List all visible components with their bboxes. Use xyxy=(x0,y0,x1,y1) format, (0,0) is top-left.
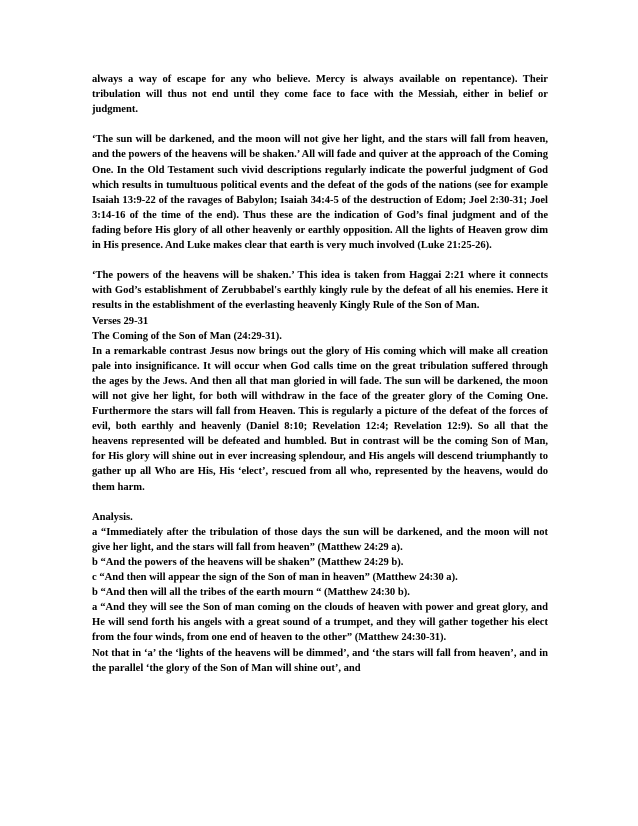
analysis-item-b2: b “And then will all the tribes of the earth mourn “ (Matthew 24:30 b). xyxy=(92,587,410,599)
closing-paragraph: Not that in ‘a’ the ‘lights of the heavens will be dimmed’, and ‘the stars will fall from heaven’, and in the parallel ‘the glory of the Son of Man will shine out’, and xyxy=(92,647,548,674)
analysis-heading: Analysis. xyxy=(92,511,133,523)
analysis-item-c: c “And then will appear the sign of the Son of man in heaven” (Matthew 24:30 a). xyxy=(92,572,458,584)
analysis-item-b1: b “And the powers of the heavens will be shaken” (Matthew 24:29 b). xyxy=(92,557,404,568)
section-heading: The Coming of the Son of Man (24:29-31). xyxy=(92,330,282,342)
paragraph-remarkable-contrast: In a remarkable contrast Jesus now brings out the glory of His coming which will make all creation pale into insignificance. It will occur when God calls time on the great tribulation suffered through the ages by the Jews. And then all that man gloried in will fade. The sun will be darkened, the moon will not give her light, for both will withdraw in the face of the greater glory of the Coming One. Furthermore the stars will fall from Heaven. This is regularly a picture of the defeat of the forces of evil, both earthly and heavenly (Daniel 8:10; Revelation 12:4; Revelation 12:9). So all that the heavens represented will be defeated and humbled. But in contrast will be the coming Son of Man, for His glory will shine out in ever increasing splendour, and His angels will descend triumphantly to gather up all Who are His, His ‘elect’, rescued from all who, represented by the heavens, would do them harm. xyxy=(92,345,548,493)
analysis-item-a2: a “And they will see the Son of man coming on the clouds of heaven with power and great glory, and He will send forth his angels with a great sound of a trumpet, and they will gather together his elect from the four winds, from one end of heaven to the other” (Matthew 24:30-31). xyxy=(92,602,548,644)
paragraph-powers-shaken: ‘The powers of the heavens will be shaken.’ This idea is taken from Haggai 2:21 where it connects with God’s establishment of Zerubbabel's earthly kingly rule by the defeat of all his enemies. Here it results in the establishment of the everlasting heavenly Kingly Rule of the Son of Man. xyxy=(92,270,548,312)
verses-heading: Verses 29-31 xyxy=(92,315,149,327)
document-page xyxy=(92,72,548,676)
analysis-list xyxy=(92,525,548,646)
paragraph-sun-darkened: ‘The sun will be darkened, and the moon will not give her light, and the stars will fall from heaven, and the powers of the heavens will be shaken.’ All will fade and quiver at the approach of the Coming One. In the Old Testament such vivid descriptions regularly indicate the powerful judgment of God which results in tumultuous political events and the defeat of the gods of the nations (see for example Isaiah 13:9-22 of the ravages of Babylon; Isaiah 34:4-5 of the destruction of Edom; Joel 2:30-31; Joel 3:14-16 of the time of the end). Thus these are the indication of God’s final judgment and of the fading before His glory of all other heavenly or earthly opposition. All the lights of Heaven grow dim in His presence. And Luke makes clear that earth is very much involved (Luke 21:25-26). xyxy=(92,134,548,252)
paragraph-escape: always a way of escape for any who believe. Mercy is always available on repentance). Their tribulation will thus not end until they come face to face with the Messiah, either in belief or judgment. xyxy=(92,74,548,116)
analysis-item-a1: a “Immediately after the tribulation of those days the sun will be darkened, and the moon will not give her light, and the stars will fall from heaven” (Matthew 24:29 a). xyxy=(92,526,548,553)
